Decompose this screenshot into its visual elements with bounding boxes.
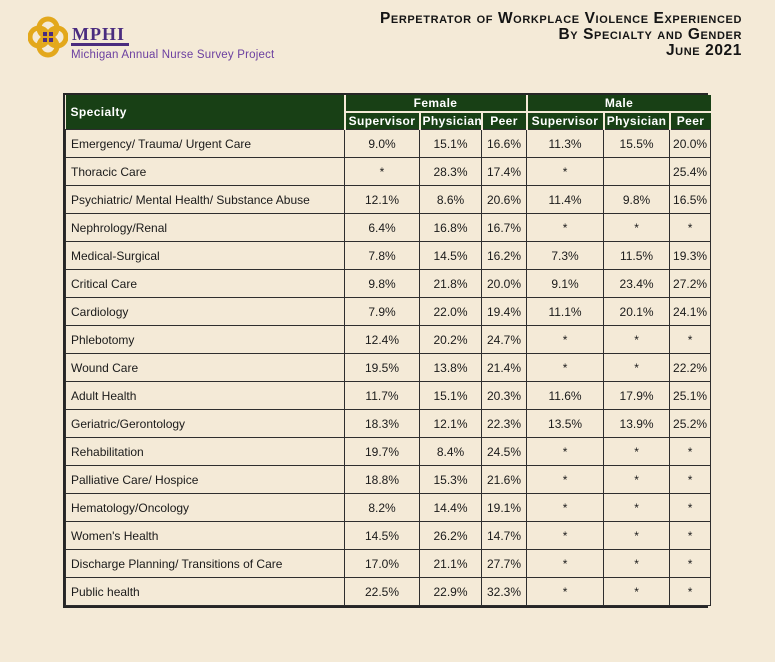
value-cell: *	[604, 354, 670, 382]
value-cell: 11.5%	[604, 242, 670, 270]
value-cell: 20.6%	[482, 186, 527, 214]
value-cell: *	[527, 466, 604, 494]
value-cell: *	[604, 494, 670, 522]
table-row	[66, 354, 711, 382]
mphi-knot-icon	[28, 14, 68, 60]
col-group-male: Male	[527, 95, 711, 112]
table-row	[66, 438, 711, 466]
table-row	[66, 494, 711, 522]
table-body	[66, 130, 711, 606]
value-cell: *	[527, 214, 604, 242]
value-cell: 17.0%	[345, 550, 420, 578]
value-cell: 20.1%	[604, 298, 670, 326]
col-header-female-peer: Peer	[482, 112, 527, 130]
logo-text	[71, 14, 274, 61]
value-cell: 19.1%	[482, 494, 527, 522]
value-cell: 27.2%	[670, 270, 711, 298]
table-row	[66, 270, 711, 298]
value-cell: *	[670, 494, 711, 522]
specialty-cell: Cardiology	[66, 298, 345, 326]
value-cell: 16.8%	[420, 214, 482, 242]
value-cell: 21.8%	[420, 270, 482, 298]
value-cell: 15.1%	[420, 130, 482, 158]
value-cell: *	[527, 578, 604, 606]
value-cell: 21.4%	[482, 354, 527, 382]
mphi-logo	[28, 14, 274, 61]
value-cell: *	[527, 354, 604, 382]
value-cell: *	[527, 438, 604, 466]
value-cell: 7.9%	[345, 298, 420, 326]
value-cell: 21.1%	[420, 550, 482, 578]
value-cell: *	[604, 550, 670, 578]
value-cell: 25.4%	[670, 158, 711, 186]
perpetrator-table	[65, 95, 711, 606]
value-cell: 9.8%	[604, 186, 670, 214]
specialty-cell: Public health	[66, 578, 345, 606]
col-header-male-supervisor: Supervisor	[527, 112, 604, 130]
value-cell: 22.9%	[420, 578, 482, 606]
title-line-3: June 2021	[665, 42, 742, 59]
value-cell: 22.3%	[482, 410, 527, 438]
table-row	[66, 410, 711, 438]
specialty-cell: Adult Health	[66, 382, 345, 410]
specialty-cell: Nephrology/Renal	[66, 214, 345, 242]
value-cell: 11.1%	[527, 298, 604, 326]
value-cell: 12.4%	[345, 326, 420, 354]
header-group-row	[66, 95, 711, 112]
page-title	[380, 11, 742, 59]
value-cell: 24.5%	[482, 438, 527, 466]
value-cell: 19.4%	[482, 298, 527, 326]
value-cell: *	[670, 578, 711, 606]
col-group-female: Female	[345, 95, 527, 112]
value-cell: 18.8%	[345, 466, 420, 494]
value-cell: 14.4%	[420, 494, 482, 522]
logo-project-name: Michigan Annual Nurse Survey Project	[71, 49, 275, 61]
value-cell: 9.1%	[527, 270, 604, 298]
value-cell: 24.1%	[670, 298, 711, 326]
value-cell: *	[527, 522, 604, 550]
value-cell: 8.4%	[420, 438, 482, 466]
table-row	[66, 214, 711, 242]
value-cell: 16.5%	[670, 186, 711, 214]
value-cell: 22.2%	[670, 354, 711, 382]
value-cell: *	[670, 466, 711, 494]
value-cell: 22.0%	[420, 298, 482, 326]
col-header-male-physician: Physician	[604, 112, 670, 130]
value-cell: 14.5%	[345, 522, 420, 550]
value-cell: 25.2%	[670, 410, 711, 438]
col-header-specialty: Specialty	[66, 95, 345, 130]
value-cell: 13.9%	[604, 410, 670, 438]
value-cell: 27.7%	[482, 550, 527, 578]
value-cell: 15.1%	[420, 382, 482, 410]
table-row	[66, 298, 711, 326]
value-cell: 11.4%	[527, 186, 604, 214]
specialty-cell: Phlebotomy	[66, 326, 345, 354]
value-cell: *	[670, 214, 711, 242]
specialty-cell: Palliative Care/ Hospice	[66, 466, 345, 494]
value-cell: 12.1%	[420, 410, 482, 438]
value-cell: 9.0%	[345, 130, 420, 158]
value-cell: 13.5%	[527, 410, 604, 438]
specialty-cell: Discharge Planning/ Transitions of Care	[66, 550, 345, 578]
value-cell: 14.5%	[420, 242, 482, 270]
value-cell: 20.2%	[420, 326, 482, 354]
value-cell: 17.9%	[604, 382, 670, 410]
value-cell: 24.7%	[482, 326, 527, 354]
value-cell: *	[670, 326, 711, 354]
value-cell: *	[670, 438, 711, 466]
value-cell: *	[604, 522, 670, 550]
table-row	[66, 158, 711, 186]
specialty-cell: Critical Care	[66, 270, 345, 298]
specialty-cell: Thoracic Care	[66, 158, 345, 186]
title-line-1: Perpetrator of Workplace Violence Experienced	[379, 10, 742, 27]
table-row	[66, 242, 711, 270]
specialty-cell: Rehabilitation	[66, 438, 345, 466]
value-cell: *	[604, 578, 670, 606]
specialty-cell: Geriatric/Gerontology	[66, 410, 345, 438]
specialty-cell: Women's Health	[66, 522, 345, 550]
col-header-female-physician: Physician	[420, 112, 482, 130]
specialty-cell: Hematology/Oncology	[66, 494, 345, 522]
value-cell: 9.8%	[345, 270, 420, 298]
table-row	[66, 382, 711, 410]
specialty-cell: Emergency/ Trauma/ Urgent Care	[66, 130, 345, 158]
value-cell: 19.5%	[345, 354, 420, 382]
table-row	[66, 130, 711, 158]
value-cell: 16.7%	[482, 214, 527, 242]
table-row	[66, 522, 711, 550]
data-table-frame	[63, 93, 708, 608]
value-cell: 22.5%	[345, 578, 420, 606]
value-cell: 13.8%	[420, 354, 482, 382]
value-cell: 7.8%	[345, 242, 420, 270]
value-cell: 7.3%	[527, 242, 604, 270]
value-cell: *	[527, 326, 604, 354]
col-header-female-supervisor: Supervisor	[345, 112, 420, 130]
value-cell: *	[604, 214, 670, 242]
value-cell: 19.3%	[670, 242, 711, 270]
table-row	[66, 326, 711, 354]
value-cell: *	[604, 466, 670, 494]
specialty-cell: Wound Care	[66, 354, 345, 382]
value-cell: 20.0%	[670, 130, 711, 158]
value-cell: *	[345, 158, 420, 186]
table-row	[66, 466, 711, 494]
value-cell: 12.1%	[345, 186, 420, 214]
table-row	[66, 186, 711, 214]
table-row	[66, 578, 711, 606]
value-cell: *	[670, 550, 711, 578]
value-cell: *	[604, 438, 670, 466]
value-cell: 21.6%	[482, 466, 527, 494]
value-cell: 8.6%	[420, 186, 482, 214]
value-cell: 8.2%	[345, 494, 420, 522]
col-header-male-peer: Peer	[670, 112, 711, 130]
value-cell: 20.0%	[482, 270, 527, 298]
value-cell: 16.6%	[482, 130, 527, 158]
value-cell	[604, 158, 670, 186]
table-row	[66, 550, 711, 578]
value-cell: 16.2%	[482, 242, 527, 270]
value-cell: 20.3%	[482, 382, 527, 410]
value-cell: 6.4%	[345, 214, 420, 242]
value-cell: *	[527, 494, 604, 522]
value-cell: 25.1%	[670, 382, 711, 410]
value-cell: *	[604, 326, 670, 354]
value-cell: 15.5%	[604, 130, 670, 158]
value-cell: 23.4%	[604, 270, 670, 298]
value-cell: *	[670, 522, 711, 550]
value-cell: 19.7%	[345, 438, 420, 466]
value-cell: *	[527, 550, 604, 578]
value-cell: 18.3%	[345, 410, 420, 438]
logo-org-name: MPHI	[71, 25, 129, 46]
value-cell: 32.3%	[482, 578, 527, 606]
value-cell: 15.3%	[420, 466, 482, 494]
value-cell: 26.2%	[420, 522, 482, 550]
value-cell: *	[527, 158, 604, 186]
specialty-cell: Medical-Surgical	[66, 242, 345, 270]
value-cell: 28.3%	[420, 158, 482, 186]
title-line-2: By Specialty and Gender	[558, 26, 742, 43]
specialty-cell: Psychiatric/ Mental Health/ Substance Abuse	[66, 186, 345, 214]
value-cell: 11.6%	[527, 382, 604, 410]
value-cell: 14.7%	[482, 522, 527, 550]
value-cell: 17.4%	[482, 158, 527, 186]
value-cell: 11.7%	[345, 382, 420, 410]
value-cell: 11.3%	[527, 130, 604, 158]
